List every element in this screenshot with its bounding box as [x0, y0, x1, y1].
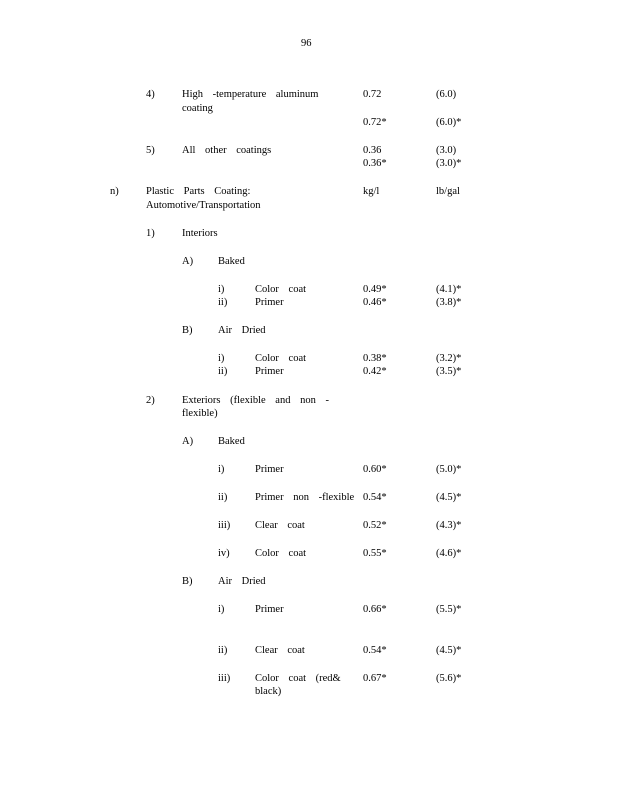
subitem-label: Baked: [218, 436, 245, 447]
item-marker: 4): [146, 89, 155, 100]
value-lb-per-gal: (4.5)*: [436, 645, 462, 656]
value-kg-per-l: 0.60*: [363, 464, 387, 475]
entry-label-continued: black): [255, 686, 282, 697]
item-marker: 5): [146, 145, 155, 156]
value-kg-per-l: 0.36*: [363, 158, 387, 169]
entry-label: Color coat: [255, 548, 307, 559]
value-lb-per-gal: (3.0)*: [436, 158, 462, 169]
entry-label: Primer: [255, 604, 284, 615]
entry-marker: i): [218, 464, 225, 475]
subitem-marker: B): [182, 576, 193, 587]
unit-header-kg-per-l: kg/l: [363, 186, 380, 197]
section-heading: Plastic Parts Coating:: [146, 186, 251, 197]
entry-label: Color coat: [255, 353, 307, 364]
entry-marker: ii): [218, 366, 228, 377]
value-lb-per-gal: (4.5)*: [436, 492, 462, 503]
value-kg-per-l: 0.72*: [363, 117, 387, 128]
value-lb-per-gal: (6.0): [436, 89, 457, 100]
item-marker: 1): [146, 228, 155, 239]
page-number: 96: [301, 38, 312, 49]
entry-marker: ii): [218, 492, 228, 503]
entry-marker: ii): [218, 645, 228, 656]
entry-label: Color coat: [255, 284, 307, 295]
value-kg-per-l: 0.72: [363, 89, 382, 100]
item-label: High -temperature aluminum: [182, 89, 319, 100]
value-kg-per-l: 0.49*: [363, 284, 387, 295]
value-kg-per-l: 0.55*: [363, 548, 387, 559]
subitem-label: Baked: [218, 256, 245, 267]
item-label-continued: flexible): [182, 408, 218, 419]
entry-marker: iv): [218, 548, 230, 559]
value-lb-per-gal: (3.8)*: [436, 297, 462, 308]
entry-label: Primer: [255, 366, 284, 377]
value-kg-per-l: 0.52*: [363, 520, 387, 531]
value-lb-per-gal: (5.5)*: [436, 604, 462, 615]
item-label: All other coatings: [182, 145, 272, 156]
value-kg-per-l: 0.54*: [363, 492, 387, 503]
value-lb-per-gal: (4.1)*: [436, 284, 462, 295]
entry-label: Primer: [255, 464, 284, 475]
subitem-label: Air Dried: [218, 576, 266, 587]
item-marker: 2): [146, 395, 155, 406]
value-kg-per-l: 0.46*: [363, 297, 387, 308]
subitem-marker: A): [182, 436, 194, 447]
value-lb-per-gal: (4.3)*: [436, 520, 462, 531]
value-kg-per-l: 0.36: [363, 145, 382, 156]
value-lb-per-gal: (3.0): [436, 145, 457, 156]
value-kg-per-l: 0.67*: [363, 673, 387, 684]
section-heading-continued: Automotive/Transportation: [146, 200, 261, 211]
value-kg-per-l: 0.42*: [363, 366, 387, 377]
subitem-marker: A): [182, 256, 194, 267]
subitem-marker: B): [182, 325, 193, 336]
item-label: Exteriors (flexible and non -: [182, 395, 329, 406]
value-kg-per-l: 0.38*: [363, 353, 387, 364]
item-label-continued: coating: [182, 103, 213, 114]
entry-marker: i): [218, 284, 225, 295]
entry-label: Primer non -flexible: [255, 492, 355, 503]
entry-marker: iii): [218, 673, 231, 684]
value-lb-per-gal: (3.2)*: [436, 353, 462, 364]
value-lb-per-gal: (4.6)*: [436, 548, 462, 559]
entry-marker: ii): [218, 297, 228, 308]
entry-marker: i): [218, 353, 225, 364]
value-lb-per-gal: (6.0)*: [436, 117, 462, 128]
entry-label: Clear coat: [255, 645, 305, 656]
value-lb-per-gal: (5.0)*: [436, 464, 462, 475]
section-marker: n): [110, 186, 119, 197]
value-kg-per-l: 0.54*: [363, 645, 387, 656]
item-label: Interiors: [182, 228, 218, 239]
unit-header-lb-per-gal: lb/gal: [436, 186, 460, 197]
value-kg-per-l: 0.66*: [363, 604, 387, 615]
value-lb-per-gal: (3.5)*: [436, 366, 462, 377]
value-lb-per-gal: (5.6)*: [436, 673, 462, 684]
entry-marker: iii): [218, 520, 231, 531]
entry-label: Color coat (red&: [255, 673, 341, 684]
entry-label: Clear coat: [255, 520, 305, 531]
entry-label: Primer: [255, 297, 284, 308]
subitem-label: Air Dried: [218, 325, 266, 336]
entry-marker: i): [218, 604, 225, 615]
